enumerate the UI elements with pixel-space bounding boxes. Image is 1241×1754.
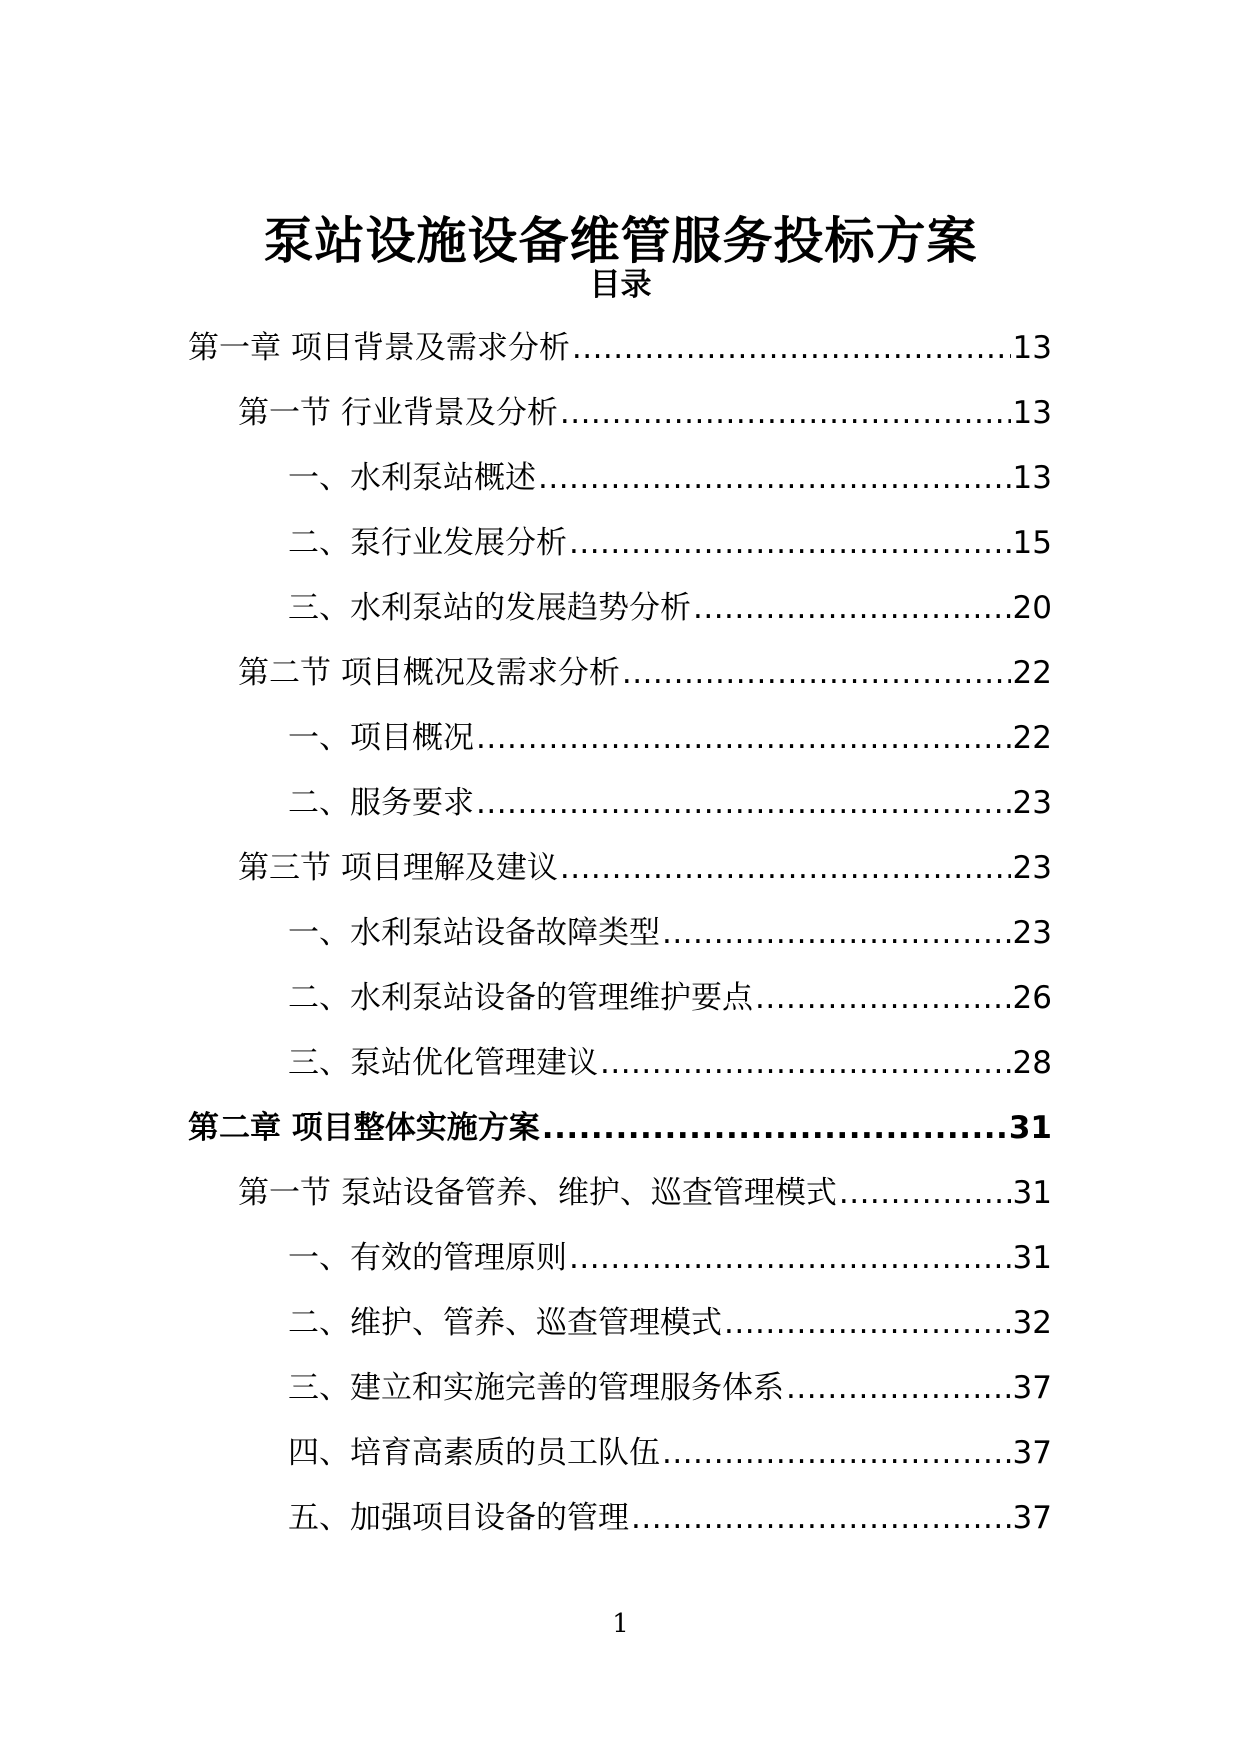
toc-page-number: 31 [1012, 1240, 1052, 1276]
toc-entry-title: 二、服务要求 [288, 785, 474, 821]
toc-dot-leader [569, 1236, 1011, 1280]
toc-dot-leader [839, 1171, 1011, 1215]
toc-dot-leader [476, 716, 1011, 760]
toc-page-number: 31 [1012, 1175, 1052, 1211]
toc-entry-title: 一、水利泵站设备故障类型 [288, 915, 660, 951]
toc-entry-title: 第一章 项目背景及需求分析 [188, 330, 570, 366]
toc-dot-leader [724, 1301, 1011, 1345]
toc-page-number: 13 [1012, 395, 1052, 431]
toc-entry[interactable] [0, 911, 1241, 976]
toc-page-number: 13 [1012, 460, 1052, 496]
toc-entry[interactable] [0, 586, 1241, 651]
toc-dot-leader [786, 1366, 1011, 1410]
toc-page-number: 22 [1012, 720, 1052, 756]
toc-entry[interactable] [0, 1301, 1241, 1366]
toc-dot-leader [542, 1106, 1007, 1150]
toc-entry-title: 一、有效的管理原则 [288, 1240, 567, 1276]
toc-dot-leader [476, 781, 1011, 825]
toc-page-number: 22 [1012, 655, 1052, 691]
toc-page-number: 28 [1012, 1045, 1052, 1081]
toc-entry[interactable] [0, 1496, 1241, 1561]
toc-entry-title: 五、加强项目设备的管理 [288, 1500, 629, 1536]
toc-entry[interactable] [0, 976, 1241, 1041]
toc-dot-leader [662, 911, 1011, 955]
toc-page-number: 37 [1012, 1435, 1052, 1471]
toc-entry-title: 二、泵行业发展分析 [288, 525, 567, 561]
page-number: 1 [612, 1609, 629, 1639]
toc-page-number: 23 [1012, 785, 1052, 821]
toc-page-number: 37 [1012, 1500, 1052, 1536]
toc-dot-leader [538, 456, 1011, 500]
toc-entry[interactable] [0, 651, 1241, 716]
toc-dot-leader [572, 326, 1011, 370]
toc-entry[interactable] [0, 1431, 1241, 1496]
toc-dot-leader [600, 1041, 1011, 1085]
toc-entry[interactable] [0, 1366, 1241, 1431]
toc-dot-leader [755, 976, 1011, 1020]
toc-page-number: 20 [1012, 590, 1052, 626]
toc-entry[interactable] [0, 456, 1241, 521]
toc-page-number: 23 [1012, 915, 1052, 951]
toc-entry-title: 第二章 项目整体实施方案 [188, 1110, 540, 1146]
toc-entry[interactable] [0, 521, 1241, 586]
toc-entry-title: 一、水利泵站概述 [288, 460, 536, 496]
toc-dot-leader [631, 1496, 1011, 1540]
toc-page-number: 13 [1012, 330, 1052, 366]
toc-entry-title: 第一节 泵站设备管养、维护、巡查管理模式 [238, 1175, 837, 1211]
toc-entry-title: 第二节 项目概况及需求分析 [238, 655, 620, 691]
toc-entry-title: 第三节 项目理解及建议 [238, 850, 558, 886]
toc-entry-title: 二、维护、管养、巡查管理模式 [288, 1305, 722, 1341]
toc-entry-title: 四、培育高素质的员工队伍 [288, 1435, 660, 1471]
toc-dot-leader [622, 651, 1011, 695]
document-title: 泵站设施设备维管服务投标方案 [263, 211, 978, 270]
toc-entry[interactable] [0, 391, 1241, 456]
toc-entry-title: 三、水利泵站的发展趋势分析 [288, 590, 691, 626]
toc-entry[interactable] [0, 1106, 1241, 1171]
toc-entry-title: 二、水利泵站设备的管理维护要点 [288, 980, 753, 1016]
toc-entry-title: 第一节 行业背景及分析 [238, 395, 558, 431]
toc-entry[interactable] [0, 1236, 1241, 1301]
toc-entry-title: 一、项目概况 [288, 720, 474, 756]
toc-heading: 目录 [589, 267, 652, 303]
toc-entry[interactable] [0, 846, 1241, 911]
table-of-contents [0, 326, 1241, 1561]
toc-entry-title: 三、泵站优化管理建议 [288, 1045, 598, 1081]
toc-page-number: 31 [1008, 1110, 1052, 1146]
toc-dot-leader [560, 846, 1011, 890]
toc-dot-leader [693, 586, 1011, 630]
toc-entry[interactable] [0, 1041, 1241, 1106]
toc-entry[interactable] [0, 326, 1241, 391]
toc-entry[interactable] [0, 716, 1241, 781]
toc-dot-leader [662, 1431, 1011, 1475]
toc-entry[interactable] [0, 781, 1241, 846]
toc-entry-title: 三、建立和实施完善的管理服务体系 [288, 1370, 784, 1406]
toc-page-number: 32 [1012, 1305, 1052, 1341]
toc-page-number: 26 [1012, 980, 1052, 1016]
toc-entry[interactable] [0, 1171, 1241, 1236]
toc-dot-leader [569, 521, 1011, 565]
toc-page-number: 37 [1012, 1370, 1052, 1406]
toc-page-number: 23 [1012, 850, 1052, 886]
toc-dot-leader [560, 391, 1011, 435]
toc-page-number: 15 [1012, 525, 1052, 561]
